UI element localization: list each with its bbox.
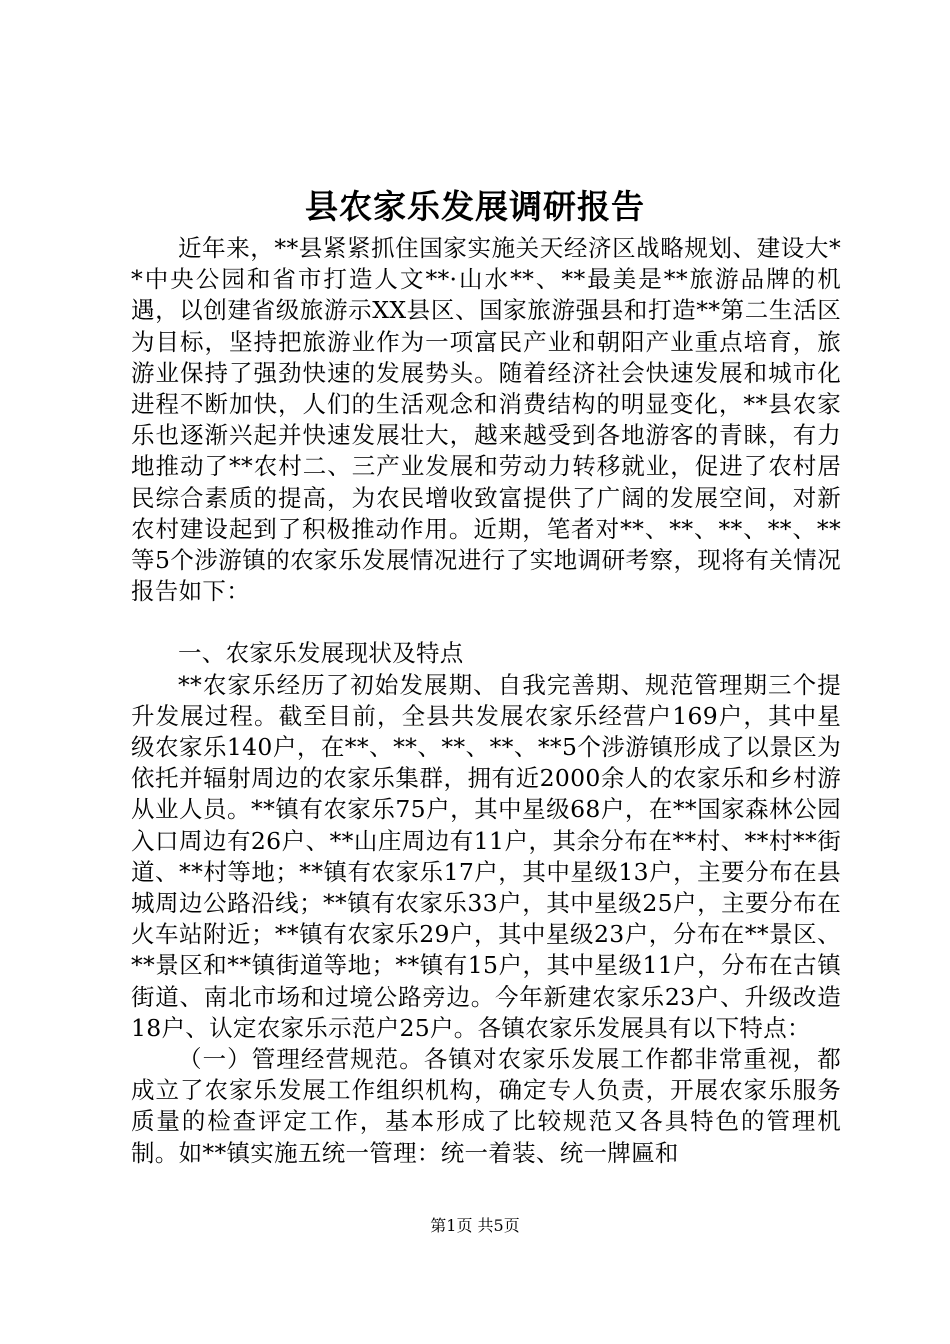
document-body	[131, 233, 841, 1169]
intro-paragraph: 近年来，**县紧紧抓住国家实施关天经济区战略规划、建设大**中央公园和省市打造人文**·山水**、**最美是**旅游品牌的机遇，以创建省级旅游示XX县区、国家旅游强县和打造**第二生活区为目标，坚持把旅游业作为一项富民产业和朝阳产业重点培育，旅游业保持了强劲快速的发展势头。随着经济社会快速发展和城市化进程不断加快，人们的生活观念和消费结构的明显变化，**县农家乐也逐渐兴起并快速发展壮大，越来越受到各地游客的青睐，有力地推动了**农村二、三产业发展和劳动力转移就业，促进了农村居民综合素质的提高，为农民增收致富提供了广阔的发展空间，对新农村建设起到了积极推动作用。近期，笔者对**、**、**、**、**等5个涉游镇的农家乐发展情况进行了实地调研考察，现将有关情况报告如下：	[131, 234, 841, 606]
section-heading: 一、农家乐发展现状及特点	[178, 639, 464, 668]
section-body-paragraph: **农家乐经历了初始发展期、自我完善期、规范管理期三个提升发展过程。截至目前，全县共发展农家乐经营户169户，其中星级农家乐140户，在**、**、**、**、**5个涉游镇形成了以景区为依托并辐射周边的农家乐集群，拥有近2000余人的农家乐和乡村游从业人员。**镇有农家乐75户，其中星级68户，在**国家森林公园入口周边有26户、**山庄周边有11户，其余分布在**村、**村**街道、**村等地；**镇有农家乐17户，其中星级13户，主要分布在县城周边公路沿线；**镇有农家乐33户，其中星级25户，主要分布在火车站附近；**镇有农家乐29户，其中星级23户，分布在**景区、**景区和**镇街道等地；**镇有15户，其中星级11户，分布在古镇街道、南北市场和过境公路旁边。今年新建农家乐23户、升级改造18户、认定农家乐示范户25户。各镇农家乐发展具有以下特点：	[131, 670, 841, 1042]
point-paragraph: （一）管理经营规范。各镇对农家乐发展工作都非常重视，都成立了农家乐发展工作组织机构，确定专人负责，开展农家乐服务质量的检查评定工作，基本形成了比较规范又各具特色的管理机制。如**镇实施五统一管理：统一着装、统一牌匾和	[131, 1045, 841, 1167]
page-number-footer: 第1页 共5页	[430, 1216, 520, 1235]
document-title: 县农家乐发展调研报告	[305, 187, 645, 226]
